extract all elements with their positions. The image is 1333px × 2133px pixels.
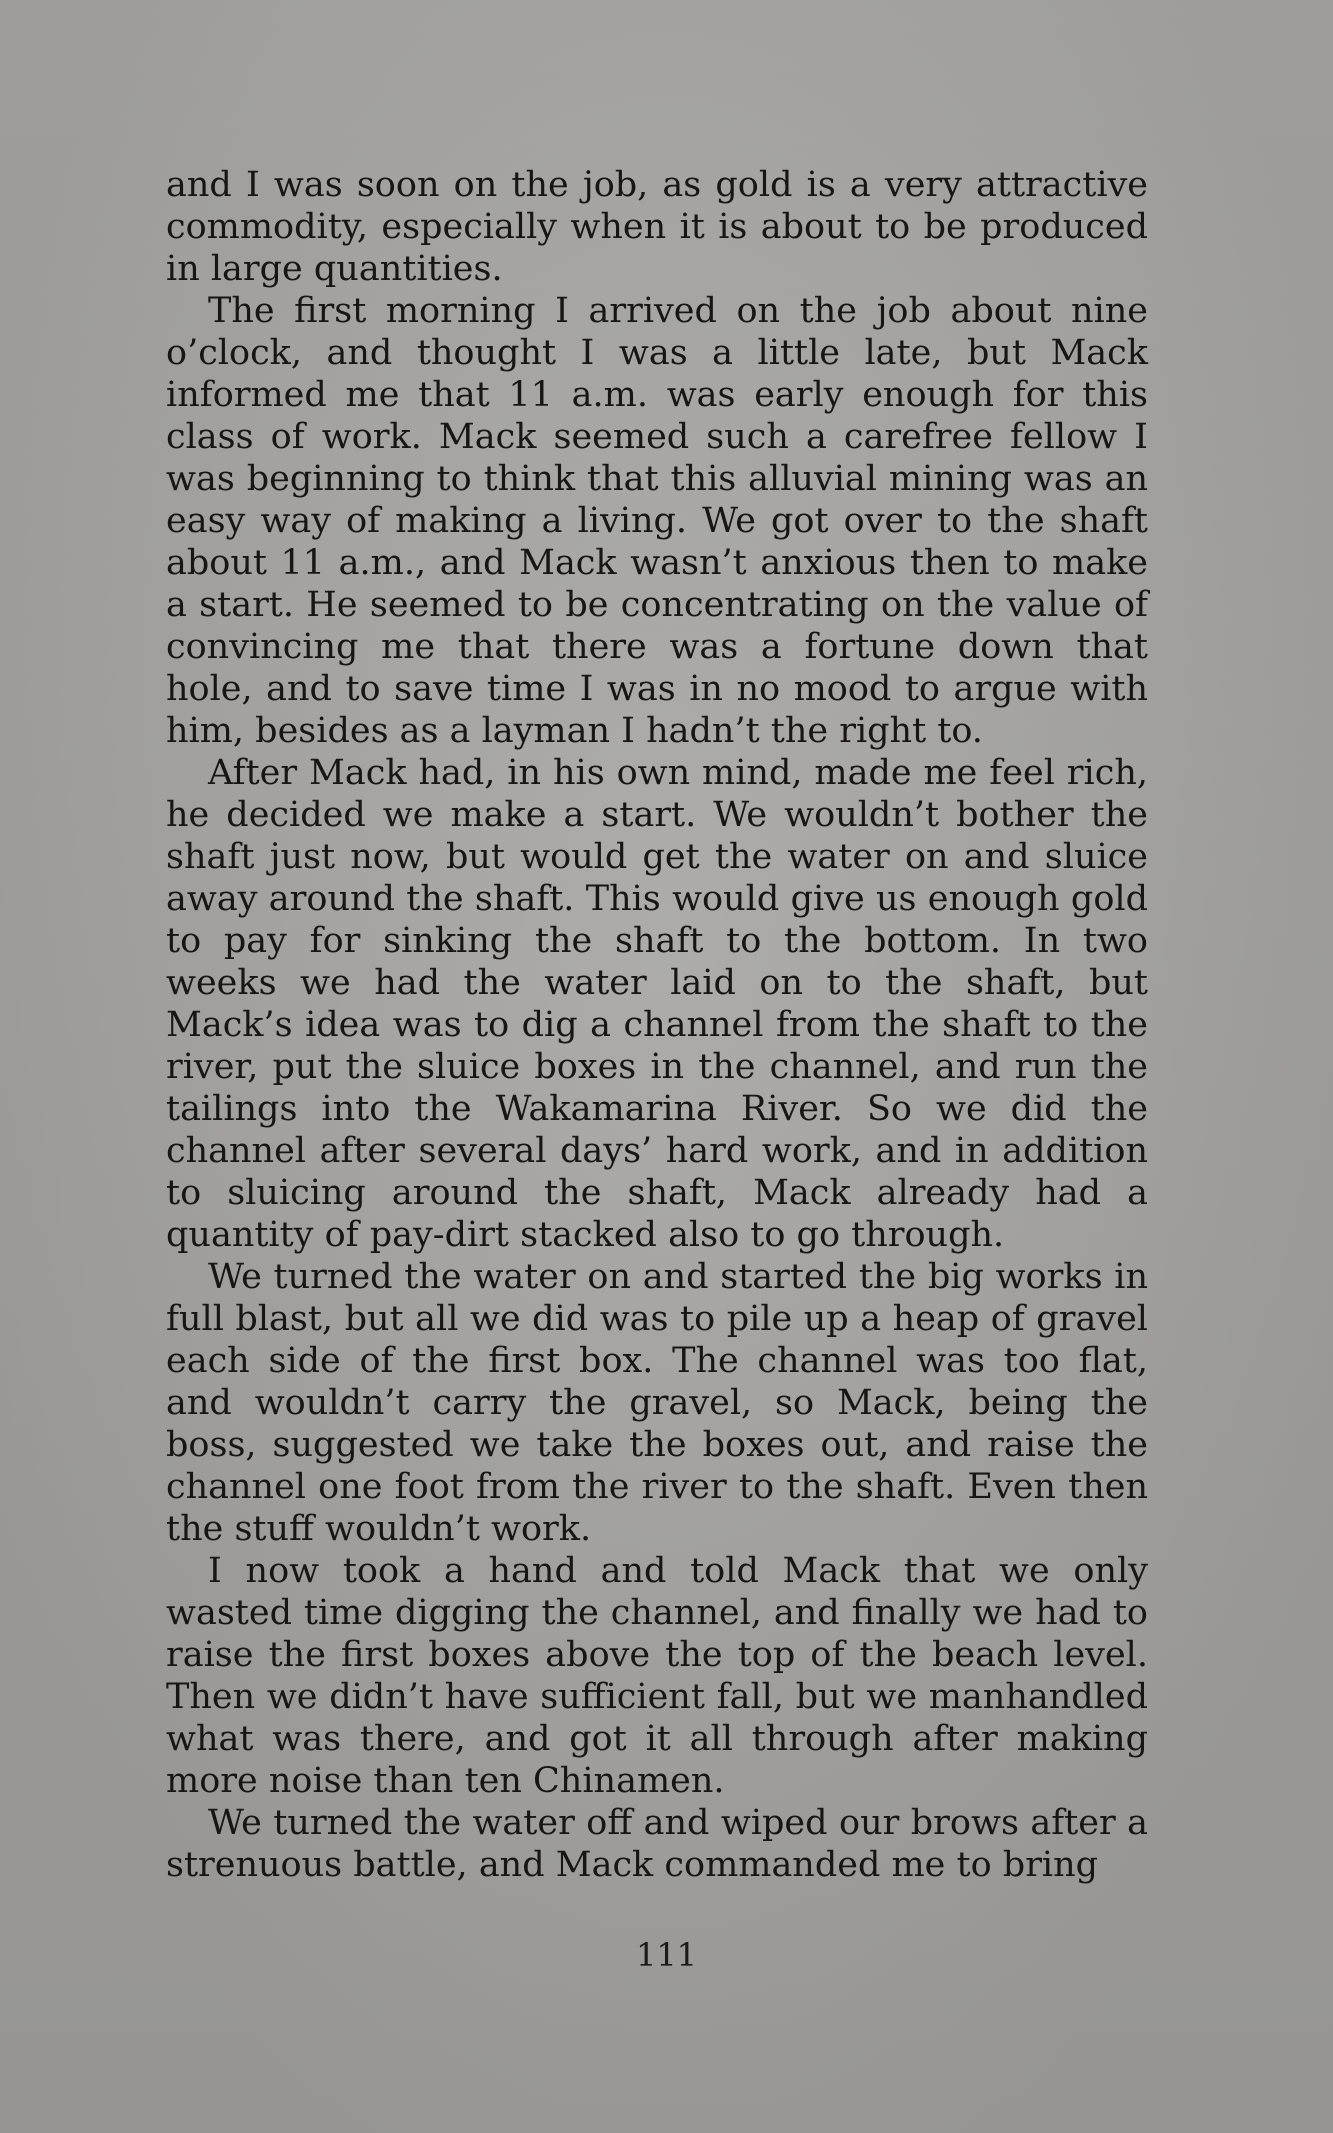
page-number: 111 — [635, 1936, 698, 1974]
paragraph-3: After Mack had, in his own mind, made me feel rich, he decided we make a start. We wouldn’t bother the shaft just now, but would get the water on and sluice away around the shaft. This would give us enough gold to pay for sinking the shaft to the bottom. In two weeks we had the water laid on to the shaft, but Mack’s idea was to dig a channel from the shaft to the river, put the sluice boxes in the channel, and run the tailings into the Wakamarina River. So we did the channel after several days’ hard work, and in addition to sluicing around the shaft, Mack already had a quantity of pay-dirt stacked also to go through. — [166, 753, 1148, 1255]
paragraph-5: I now took a hand and told Mack that we only wasted time digging the channel, and finally we had to raise the first boxes above the top of the beach level. Then we didn’t have sufficient fall, but we manhandled what was there, and got it all through after making more noise than ten Chinamen. — [166, 1551, 1148, 1801]
paragraph-4: We turned the water on and started the big works in full blast, but all we did was to pile up a heap of gravel each side of the first box. The channel was too flat, and wouldn’t carry the gravel, so Mack, being the boss, suggested we take the boxes out, and raise the channel one foot from the river to the shaft. Even then the stuff wouldn’t work. — [166, 1257, 1148, 1549]
paragraph-1: and I was soon on the job, as gold is a very attractive commodity, especially when it is about to be produced in large quantities. — [166, 165, 1148, 289]
body-text — [166, 164, 1148, 1886]
paragraph-6: We turned the water off and wiped our brows after a strenuous battle, and Mack commanded me to bring — [166, 1803, 1148, 1885]
paragraph-2: The first morning I arrived on the job about nine o’clock, and thought I was a little late, but Mack informed me that 11 a.m. was early enough for this class of work. Mack seemed such a carefree fellow I was beginning to think that this alluvial mining was an easy way of making a living. We got over to the shaft about 11 a.m., and Mack wasn’t anxious then to make a start. He seemed to be concentrating on the value of convincing me that there was a fortune down that hole, and to save time I was in no mood to argue with him, besides as a layman I hadn’t the right to. — [166, 291, 1148, 751]
